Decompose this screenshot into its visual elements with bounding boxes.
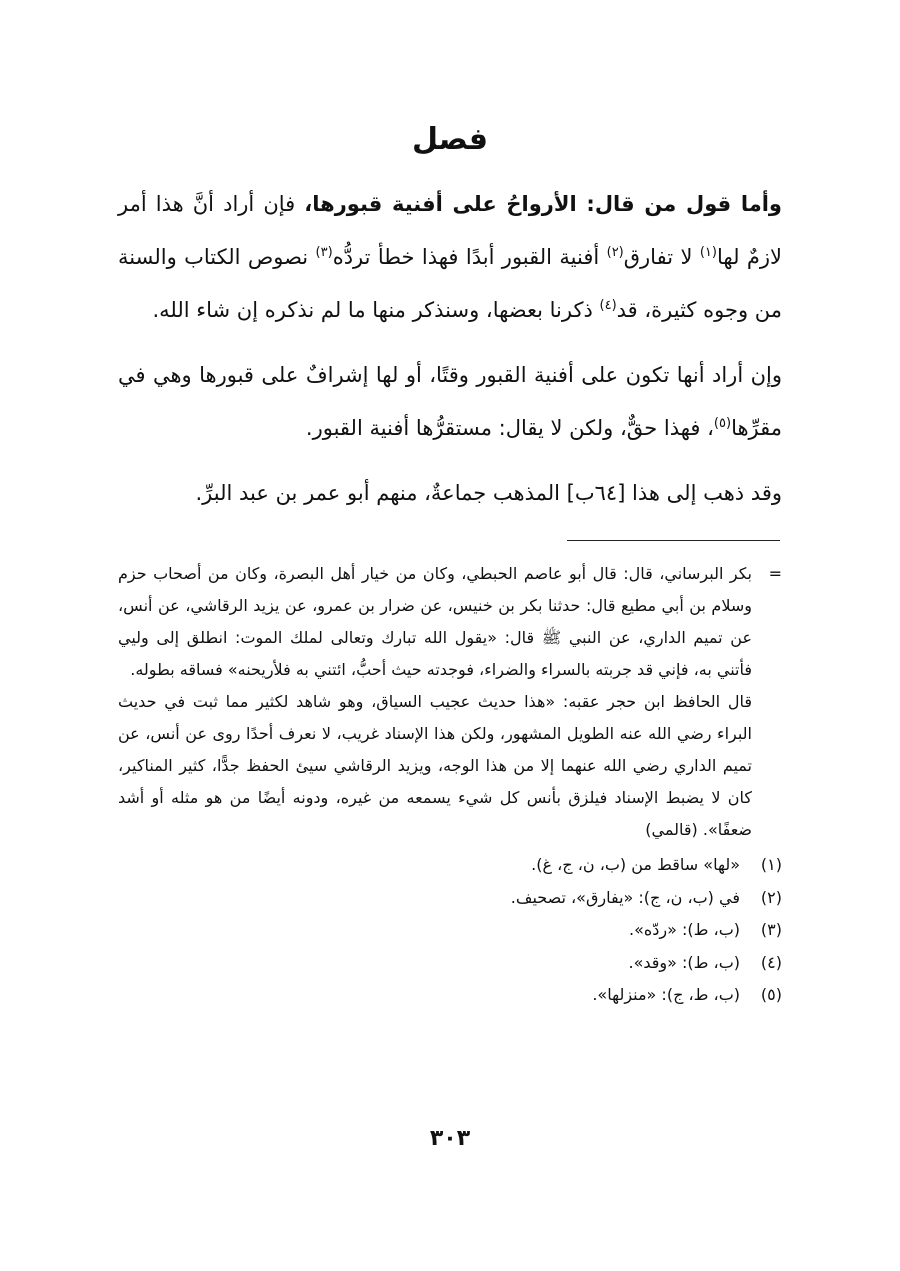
text-run: أفنية القبور أبدًا فهذا خطأ تردُّه (332, 245, 607, 269)
footnote-item (118, 914, 782, 947)
footnote-continuation (118, 558, 782, 686)
footnote-number: (٤) (760, 952, 782, 972)
footnote-continuation-text: بكر البرساني، قال: قال أبو عاصم الحبطي، وكان من خيار أهل البصرة، وكان من أصحاب حزم وسلام بن أبي مطيع قال: حدثنا بكر بن خنيس، عن ضرار بن عمرو، عن يزيد الرقاشي، عن أنس، عن تميم الداري، عن النبي ﷺ قال: «يقول الله تبارك وتعالى لملك الموت: انطلق إلى وليي فأتني به، فإني قد جربته بالسراء والضراء، فوجدته حيث أحبُّ، ائتني به فلأريحنه» فساقه بطوله. (118, 564, 752, 679)
text-run: فإن أراد أنَّ هذا أمر لازمٌ لها (118, 192, 782, 269)
footnote-ref-4[interactable]: (٤) (599, 298, 617, 313)
footnote-ref-1[interactable]: (١) (699, 245, 717, 260)
footnote-ref-2[interactable]: (٢) (606, 245, 624, 260)
footnote-number: (٢) (760, 887, 782, 907)
paragraph-2 (118, 349, 782, 455)
footnote-text: (ب، ط، ج): «منزلها». (592, 985, 740, 1004)
footnote-item (118, 947, 782, 980)
section-heading: فصل (412, 122, 488, 157)
footnote-continuation-text-2: قال الحافظ ابن حجر عقبه: «هذا حديث عجيب السياق، وهو شاهد لكثير مما ثبت في حديث البراء رضي الله عنه الطويل المشهور، ولكن هذا الإسناد غريب، لا نعرف أحدًا روى عن أنس، عن تميم الداري رضي الله عنهما إلا من هذا الوجه، ويزيد الرقاشي سيئ الحفظ جدًّا، كثير المناكير، كان لا يضبط الإسناد فيلزق بأنس كل شيء يسمعه من غيره، ودونه أيضًا من هو مثله أو أشد ضعفًا». (قالمي) (118, 692, 752, 839)
footnote-item (118, 979, 782, 1012)
text-run: لا تفارق (623, 245, 700, 269)
footnote-number: (١) (760, 855, 782, 874)
footnotes-section (118, 558, 782, 1012)
text-run: ذكرنا بعضها، وسنذكر منها ما لم نذكره إن شاء الله. (152, 298, 600, 322)
footnote-list (118, 849, 782, 1012)
paragraph-3: وقد ذهب إلى هذا [٦٤ب] المذهب جماعةٌ، منهم أبو عمر بن عبد البرِّ. (195, 481, 782, 505)
text-run: وإن أراد أنها تكون على أفنية القبور وقتًا، أو لها إشرافٌ على قبورها وهي في مقرِّها (118, 363, 782, 440)
footnote-ref-5[interactable]: (٥) (713, 416, 732, 431)
page-number: ٣٠٣ (429, 1126, 471, 1151)
footnote-item (118, 849, 782, 882)
footnote-text: «لها» ساقط من (ب، ن، ج، غ). (531, 855, 740, 874)
footnote-number: (٥) (760, 985, 782, 1004)
paragraph-1 (118, 178, 782, 337)
footnote-ref-3[interactable]: (٣) (315, 245, 333, 260)
quoted-opinion: وأما قول من قال: الأرواحُ على أفنية قبورها، (304, 192, 782, 216)
text-run: ، فهذا حقٌّ، ولكن لا يقال: مستقرُّها أفنية القبور. (305, 416, 714, 440)
footnote-text: (ب، ط): «ردّه». (629, 920, 740, 939)
footnote-text: في (ب، ن، ج): «يفارق»، تصحيف. (510, 887, 740, 907)
main-text (118, 178, 782, 520)
continuation-mark: = (768, 564, 782, 583)
footnote-text: (ب، ط): «وقد». (628, 952, 740, 972)
footnote-continuation-2 (118, 686, 782, 846)
footnote-item (118, 882, 782, 915)
footnote-number: (٣) (760, 920, 782, 939)
footnote-divider (567, 540, 780, 541)
text-run: نصوص الكتاب والسنة من وجوه كثيرة، قد (118, 245, 782, 322)
